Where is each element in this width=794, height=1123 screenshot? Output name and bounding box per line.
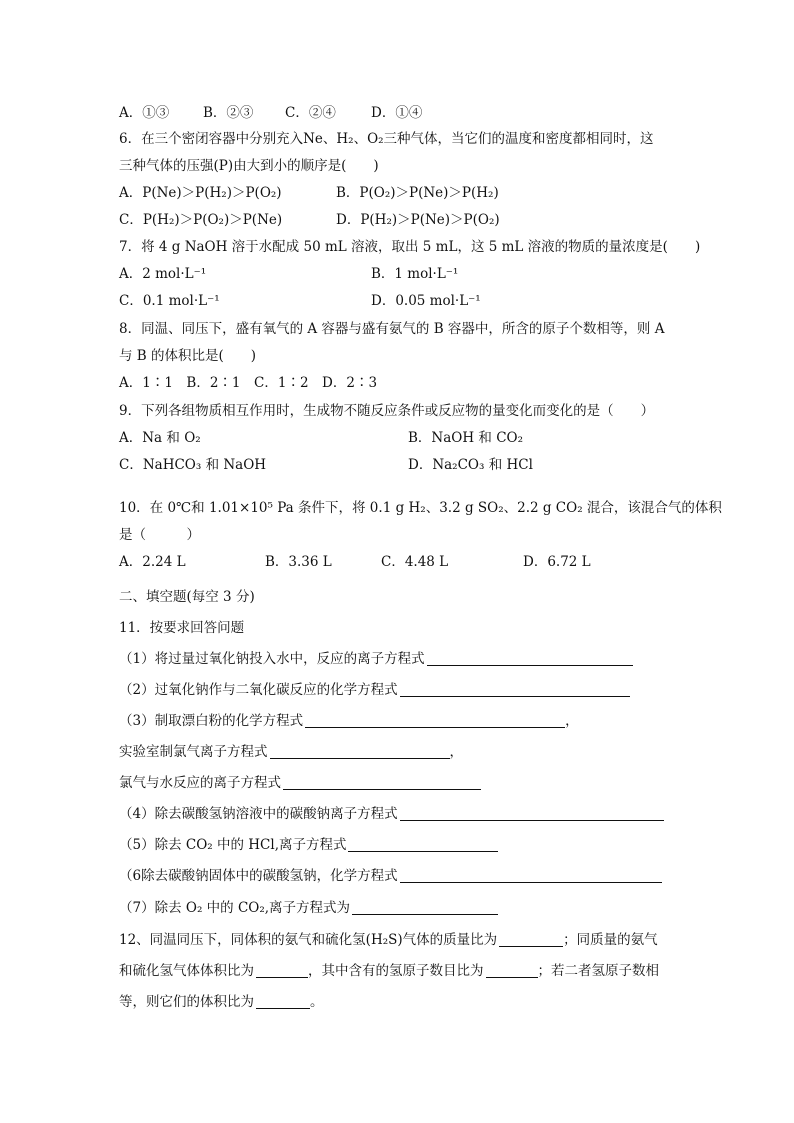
- answer-blank[interactable]: [256, 994, 310, 1009]
- q12-line1-text: 12、同温同压下，同体积的氨气和硫化氢(H₂S)气体的质量比为: [119, 932, 498, 948]
- q11-part3: [119, 712, 579, 730]
- answer-blank[interactable]: [486, 963, 538, 978]
- q10-option-b: B．3.36 L: [265, 554, 332, 570]
- q9-option-a: A．Na 和 O₂: [119, 430, 201, 446]
- q10-option-c: C．4.48 L: [381, 554, 449, 570]
- q11-part3-comma: ，: [565, 713, 579, 729]
- answer-blank[interactable]: [400, 682, 630, 697]
- q11-part4: [119, 805, 664, 823]
- q11-part3b-comma: ，: [449, 744, 463, 760]
- q7-option-c: C．0.1 mol·L⁻¹: [119, 293, 220, 309]
- q11-part3c: [119, 774, 481, 792]
- q8-options: A．1∶1 B．2∶1 C．1∶2 D．2∶3: [119, 375, 378, 391]
- q12-line2: [119, 962, 659, 980]
- q7-option-a: A．2 mol·L⁻¹: [119, 266, 207, 282]
- q11-part3b-text: 实验室制氯气离子方程式: [119, 744, 268, 760]
- q5-option-c: C．②④: [285, 105, 336, 121]
- q9-stem: 9．下列各组物质相互作用时，生成物不随反应条件或反应物的量变化而变化的是（ ）: [119, 403, 655, 419]
- q11-part5: [119, 836, 498, 854]
- q12-line2-text: 和硫化氢气体体积比为: [119, 963, 254, 979]
- answer-blank[interactable]: [427, 651, 633, 666]
- q11-part2-text: （2）过氧化钠作与二氧化碳反应的化学方程式: [119, 682, 398, 698]
- q8-stem-line2: 与 B 的体积比是( ): [119, 348, 257, 364]
- q11-part7: [119, 899, 498, 917]
- q6-stem-line1: 6．在三个密闭容器中分别充入Ne、H₂、O₂三种气体，当它们的温度和密度都相同时，这: [119, 131, 654, 147]
- q6-option-b: B．P(O₂)＞P(Ne)＞P(H₂): [336, 185, 499, 201]
- q11-part6-text: （6除去碳酸钠固体中的碳酸氢钠，化学方程式: [119, 868, 398, 884]
- q6-option-a: A．P(Ne)＞P(H₂)＞P(O₂): [119, 185, 282, 201]
- answer-blank[interactable]: [256, 963, 308, 978]
- answer-blank[interactable]: [499, 932, 563, 947]
- q9-option-d: D．Na₂CO₃ 和 HCl: [408, 457, 533, 473]
- q8-stem-line1: 8．同温、同压下，盛有氧气的 A 容器与盛有氨气的 B 容器中，所含的原子个数相等，则 A: [119, 321, 665, 337]
- answer-blank[interactable]: [400, 868, 662, 883]
- q11-part4-text: （4）除去碳酸氢钠溶液中的碳酸钠离子方程式: [119, 806, 398, 822]
- q12-line2-tail: ；若二者氢原子数相: [537, 963, 659, 979]
- q9-option-b: B．NaOH 和 CO₂: [408, 430, 524, 446]
- q12-line3-text: 等，则它们的体积比为: [119, 994, 254, 1010]
- q11-part7-text: （7）除去 O₂ 中的 CO₂,离子方程式为: [119, 900, 351, 916]
- answer-blank[interactable]: [305, 713, 565, 728]
- q12-line3: [119, 993, 324, 1011]
- q11-part1-text: （1）将过量过氧化钠投入水中，反应的离子方程式: [119, 651, 425, 667]
- q5-option-d: D．①④: [371, 105, 423, 121]
- q5-option-a: A．①③: [119, 105, 170, 121]
- q10-stem-line2: 是（ ）: [119, 527, 200, 543]
- q6-option-c: C．P(H₂)＞P(O₂)＞P(Ne): [119, 212, 283, 228]
- q11-part6: [119, 867, 662, 885]
- q11-part3c-text: 氯气与水反应的离子方程式: [119, 775, 281, 791]
- q11-stem: 11．按要求回答问题: [119, 620, 245, 636]
- q7-option-b: B．1 mol·L⁻¹: [371, 266, 459, 282]
- q11-part3b: [119, 743, 463, 761]
- answer-blank[interactable]: [400, 806, 664, 821]
- answer-blank[interactable]: [283, 775, 481, 790]
- q11-part3-text: （3）制取漂白粉的化学方程式: [119, 713, 304, 729]
- q5-option-b: B．②③: [203, 105, 254, 121]
- q11-part5-text: （5）除去 CO₂ 中的 HCl,离子方程式: [119, 837, 347, 853]
- answer-blank[interactable]: [352, 900, 498, 915]
- q12-line1-tail: ；同质量的氨气: [563, 932, 658, 948]
- q9-option-c: C．NaHCO₃ 和 NaOH: [119, 457, 267, 473]
- q12-line1: [119, 931, 658, 949]
- q10-stem-line1: 10．在 0℃和 1.01×10⁵ Pa 条件下，将 0.1 g H₂、3.2 g SO₂、2.2 g CO₂ 混合，该混合气的体积: [119, 500, 722, 516]
- answer-blank[interactable]: [348, 837, 498, 852]
- section-title: 二、填空题(每空 3 分): [119, 589, 255, 605]
- q6-option-d: D．P(H₂)＞P(Ne)＞P(O₂): [336, 212, 500, 228]
- q11-part2: [119, 681, 630, 699]
- q7-option-d: D．0.05 mol·L⁻¹: [371, 293, 481, 309]
- q7-stem: 7．将 4 g NaOH 溶于水配成 50 mL 溶液，取出 5 mL，这 5 mL 溶液的物质的量浓度是( ): [119, 239, 701, 255]
- q12-line2-mid: ，其中含有的氢原子数目比为: [308, 963, 484, 979]
- q10-option-a: A．2.24 L: [119, 554, 186, 570]
- q10-option-d: D．6.72 L: [523, 554, 591, 570]
- q11-part1: [119, 650, 633, 668]
- q12-line3-tail: 。: [310, 994, 324, 1010]
- answer-blank[interactable]: [270, 744, 450, 759]
- q6-stem-line2: 三种气体的压强(P)由大到小的顺序是( ): [119, 158, 379, 174]
